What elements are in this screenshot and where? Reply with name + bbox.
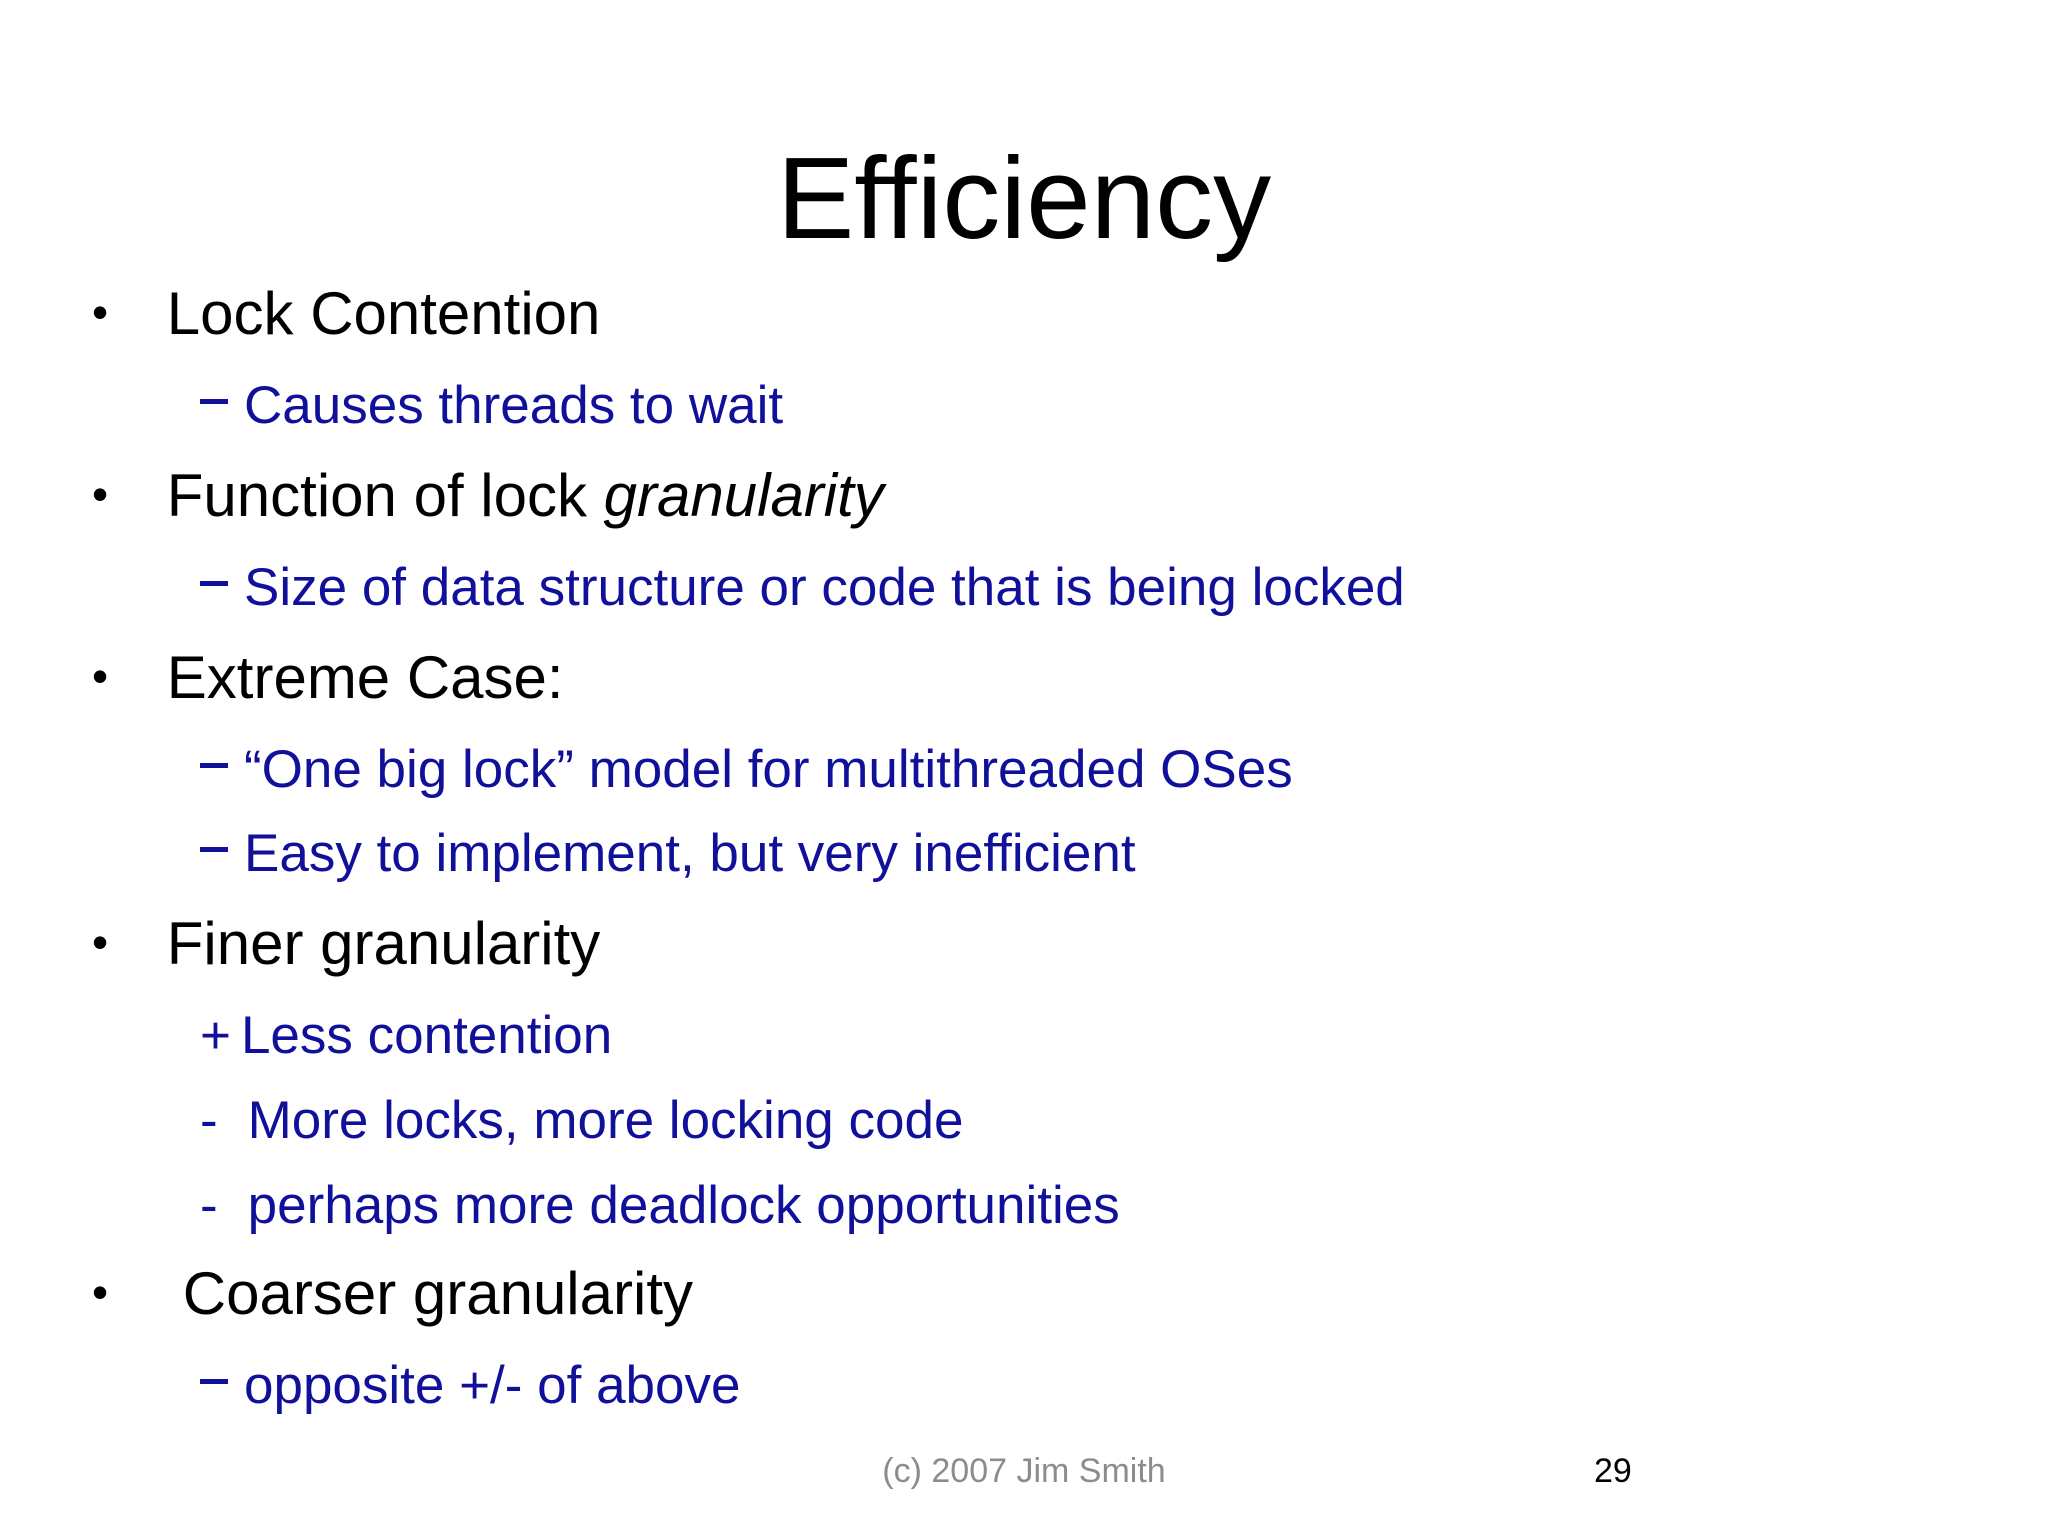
minus-marker: - [200, 1176, 218, 1235]
page-number: 29 [1594, 1452, 1632, 1490]
bullet-text: Lock Contention [166, 280, 601, 347]
sub-bullet-text: Causes threads to wait [244, 376, 784, 435]
sub-bullet-less-contention [200, 1006, 613, 1065]
dash-marker [200, 1379, 228, 1384]
bullet-finer-granularity [92, 910, 601, 977]
sub-bullet-one-big-lock [200, 740, 1293, 799]
minus-marker: - [200, 1091, 218, 1150]
bullet-text: Coarser granularity [182, 1260, 693, 1327]
bullet-lock-contention [92, 280, 601, 347]
bullet-function-of-lock-granularity [92, 462, 884, 529]
bullet-coarser-granularity [92, 1260, 693, 1327]
sub-bullet-easy-to-implement [200, 824, 1136, 883]
bullet-text [167, 462, 884, 529]
sub-bullet-text: More locks, more locking code [247, 1091, 964, 1150]
bullet-marker: • [92, 916, 109, 968]
sub-bullet-opposite-of-above [200, 1356, 741, 1415]
bullet-marker: • [92, 286, 109, 338]
slide-title: Efficiency [776, 133, 1272, 263]
sub-bullet-deadlock-opportunities [200, 1176, 1120, 1235]
dash-marker [200, 399, 228, 404]
dash-marker [200, 763, 228, 768]
sub-bullet-size-of-data-structure [200, 558, 1405, 617]
bullet-marker: • [92, 1266, 109, 1318]
sub-bullet-text: Easy to implement, but very inefficient [244, 824, 1136, 883]
bullet-text-plain: Function of lock [166, 462, 604, 529]
sub-bullet-text: Size of data structure or code that is being locked [244, 558, 1405, 617]
bullet-text: Finer granularity [166, 910, 601, 977]
sub-bullet-text: “One big lock” model for multithreaded OSes [244, 740, 1293, 799]
plus-marker: + [200, 1006, 231, 1065]
sub-bullet-text: perhaps more deadlock opportunities [247, 1176, 1120, 1235]
bullet-text-italic: granularity [603, 462, 884, 529]
bullet-text: Extreme Case: [166, 644, 564, 711]
sub-bullet-more-locks [200, 1091, 964, 1150]
footer-copyright: (c) 2007 Jim Smith [882, 1452, 1166, 1490]
dash-marker [200, 847, 228, 852]
sub-bullet-text: Less contention [240, 1006, 613, 1065]
dash-marker [200, 581, 228, 586]
bullet-marker: • [92, 650, 109, 702]
bullet-extreme-case [92, 644, 564, 711]
bullet-marker: • [92, 468, 109, 520]
sub-bullet-causes-threads [200, 376, 784, 435]
sub-bullet-text: opposite +/- of above [244, 1356, 741, 1415]
